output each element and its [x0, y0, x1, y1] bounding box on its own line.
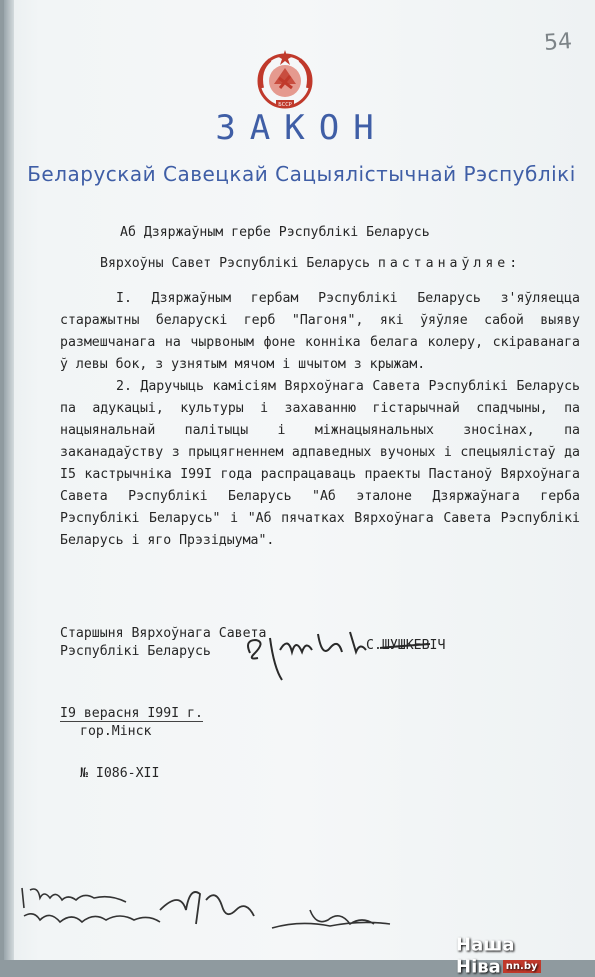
signatory-country: Рэспублікі Беларусь: [60, 644, 211, 659]
watermark-domain: nn.by: [503, 960, 541, 973]
republic-name: Беларускай Савецкай Сацыялістычнай Рэспублікі: [4, 162, 595, 186]
watermark-name: Наша Ніва: [456, 935, 514, 977]
nasha-niva-watermark: [456, 934, 595, 977]
document-sheet: [4, 0, 595, 960]
paragraph-2: 2. Даручыць камісіям Вярхоўнага Савета Рэспублікі Беларусь па адукацыі, культуры і захаванню гістарычнай спадчыны, па нацыянальнай палітыцы і міжнацыянальных зносінах, па заканадаўству з прыцягненнем адпаведных вучоных і спецыялістаў да I5 кастрычніка I99I года распрацаваць праекты Пастаноў Вярхоўнага Савета Рэспублікі Беларусь "Аб эталоне Дзяржаўнага герба Рэспублікі Беларусь" і "Аб пячатках Вярхоўнага Савета Рэспублікі Беларусь і яго Прэзідыума".: [60, 376, 580, 552]
law-subject: Аб Дзяржаўным гербе Рэспублікі Беларусь: [120, 225, 430, 240]
signatory-name: С.ШУШКЕВІЧ: [366, 638, 445, 653]
preamble-body: Вярхоўны Савет Рэспублікі Беларусь: [100, 256, 370, 271]
coat-of-arms-icon: [252, 48, 318, 114]
archive-handwritten-notes: [10, 880, 430, 950]
place: гор.Мінск: [80, 724, 151, 739]
signatory-title: Старшыня Вярхоўнага Савета: [60, 626, 266, 641]
document-title: ЗАКОН: [4, 108, 595, 148]
preamble: [100, 256, 521, 271]
page-number: 54: [543, 29, 573, 56]
preamble-decree: пастанаўляе:: [378, 256, 521, 271]
paragraph-1: I. Дзяржаўным гербам Рэспублікі Беларусь з'яўляецца старажытны беларускі герб "Пагоня", які ўяўляе сабой выяву размешчанага на чырвоным фоне конніка белага колеру, скіраванага ў левы бок, з узнятым мячом і шчытом з крыжам.: [60, 288, 580, 376]
date: I9 верасня I99I г.: [60, 706, 203, 722]
emblem-caption: БССР: [278, 102, 291, 108]
registration-number: № I086-XII: [80, 766, 159, 781]
chairman-signature: [240, 618, 440, 688]
